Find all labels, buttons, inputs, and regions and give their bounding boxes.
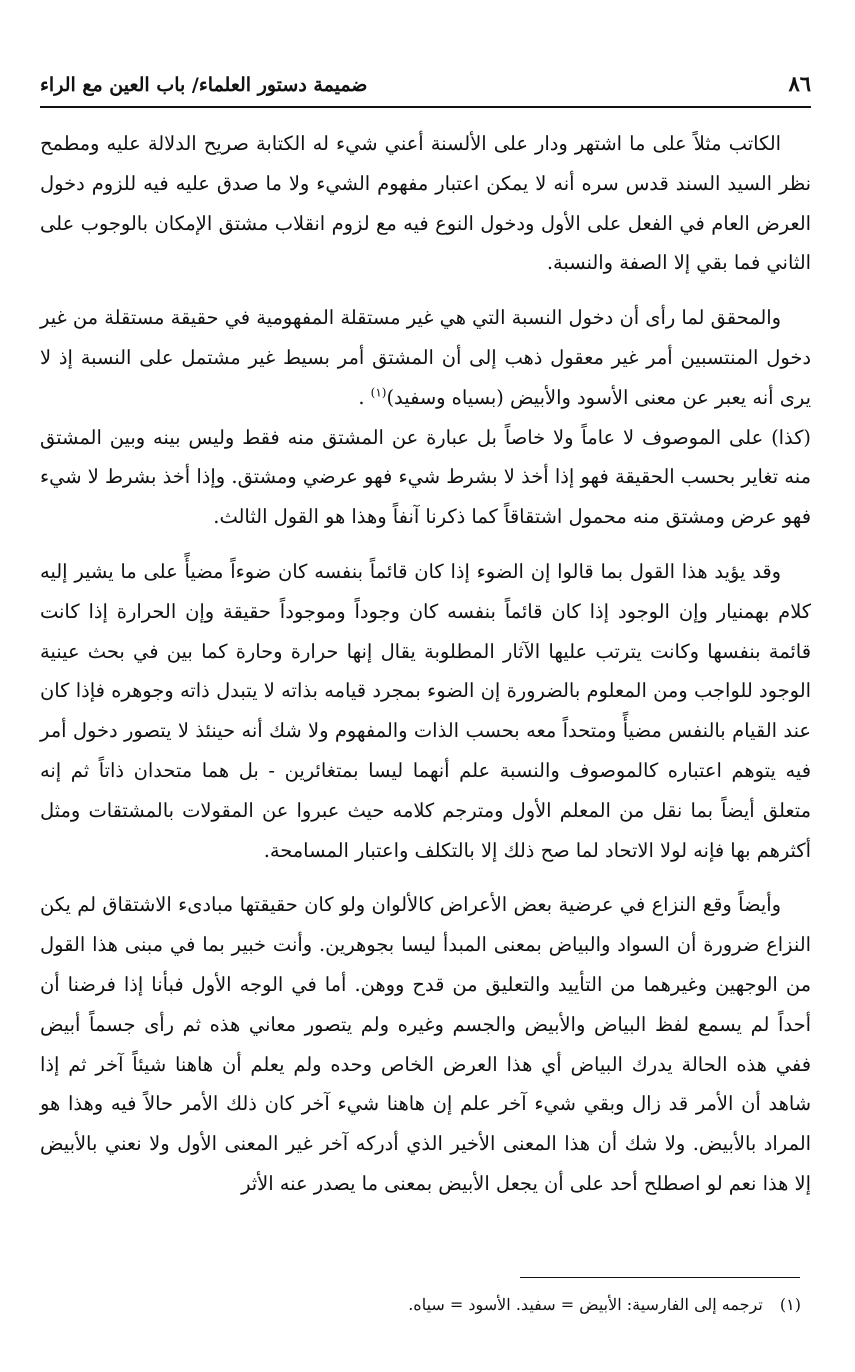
paragraph	[40, 885, 811, 1203]
header-rule	[40, 106, 811, 108]
paragraph-text: (كذا) على الموصوف لا عاماً ولا خاصاً بل عبارة عن المشتق منه فقط وليس بينه وبين المشتق منه تغاير بحسب الحقيقة فهو إذا أخذ لا بشرط شيء فهو عرضي ومشتق. وإذا أخذ بشرط لا شيء فهو عرض ومشتق منه محمول اشتقاقاً كما ذكرنا آنفاً وهذا هو القول الثالث.	[40, 425, 811, 529]
body-text	[40, 124, 811, 1219]
paragraph-text: وأيضاً وقع النزاع في عرضية بعض الأعراض كالألوان ولو كان حقيقتها مبادىء الاشتقاق لم يكن النزاع ضرورة أن السواد والبياض بمعنى المبدأ ليسا بجوهرين. وأنت خبير بما في مبنى هذا القول من الوجهين وغيرهما من التأييد والتعليق من قدح ووهن. أما في الوجه الأول فبأنا إذا فرضنا أن أحداً لم يسمع لفظ البياض والأبيض والجسم وغيره ولم يتصور معاني هذه ثم رأى جسماً أبيض ففي هذه الحالة يدرك البياض أي هذا العرض الخاص وحده ولم يعلم أن هاهنا شيئاً آخر ثم إذا شاهد أن الأمر قد زال وبقي شيء آخر علم إن هاهنا شيء آخر كان ذلك الأمر حالاً فيه وهذا هو المراد بالأبيض. ولا شك أن هذا المعنى الأخير الذي أدركه آخر غير المعنى الأول ولا نعني بالأبيض إلا هذا نعم لو اصطلح أحد على أن يجعل الأبيض بمعنى ما يصدر عنه الأثر	[40, 893, 811, 1195]
footnote	[40, 1290, 801, 1320]
paragraph-text: والمحقق لما رأى أن دخول النسبة التي هي غير مستقلة المفهومية في حقيقة مستقلة من غير دخول المنتسبين أمر غير معقول ذهب إلى أن المشتق أمر بسيط غير مشتمل على النسبة إذ لا يرى أنه يعبر عن معنى الأسود والأبيض (بسياه وسفيد)	[40, 306, 811, 409]
paragraph: والمحقق لما رأى أن دخول النسبة التي هي غير مستقلة المفهومية في حقيقة مستقلة من غير دخول المنتسبين أمر غير معقول ذهب إلى أن المشتق أمر بسيط غير مشتمل على النسبة إذ لا يرى أنه يعبر عن معنى الأسود والأبيض (بسياه وسفيد)$^{(١)}$ .	[40, 306, 811, 409]
running-title: ضميمة دستور العلماء/ باب العين مع الراء	[40, 74, 368, 96]
paragraph-text: الكاتب مثلاً على ما اشتهر ودار على الألسنة أعني شيء له الكتابة صريح الدلالة عليه ومطمح نظر السيد السند قدس سره أنه لا يمكن اعتبار مفهوم الشيء ولا ما صدق عليه فيه للزوم دخول العرض العام في الفعل على الأول ودخول النوع فيه مع لزوم انقلاب مشتق الإمكان بالوجوب على الثاني فما بقي إلا الصفة والنسبة.	[40, 132, 811, 275]
footnote-reference: (١)	[370, 385, 387, 400]
footnote-rule	[520, 1277, 800, 1278]
paragraph	[40, 552, 811, 870]
paragraph	[40, 124, 811, 283]
page-header	[40, 62, 811, 96]
paragraph-text: وقد يؤيد هذا القول بما قالوا إن الضوء إذا كان قائماً بنفسه كان ضوءاً مضيأً على ما يشير إليه كلام بهمنيار وإن الوجود إذا كان قائماً بنفسه كان وجوداً وموجوداً حقيقة وإن الحرارة إذا كانت قائمة بنفسها وكانت يترتب عليها الآثار المطلوبة يقال إنها حرارة وحارة كما بين في بحث عينية الوجود للواجب ومن المعلوم بالضرورة إن الضوء بمجرد قيامه بذاته لا يتبدل ذاته وجوهره فإذا كان عند القيام بالنفس مضيأً ومتحداً معه بحسب الذات والمفهوم ولا شك أنه حينئذ لا يتصور دخول أمر فيه يتوهم اعتباره كالموصوف والنسبة علم أنهما ليسا بمتغائرين - بل هما متحدان ذاتاً ثم إنه متعلق أيضاً بما نقل من المعلم الأول ومترجم كلامه حيث عبروا عن المقولات بالمشتقات ومثل أكثرهم بها فإنه لولا الاتحاد لما صح ذلك إلا بالتكلف واعتبار المسامحة.	[40, 559, 811, 862]
page-number: ٨٦	[788, 71, 811, 96]
footnote-text: ترجمه إلى الفارسية: الأبيض = سفيد. الأسود = سياه.	[408, 1295, 763, 1314]
paragraph	[40, 418, 811, 537]
footnote-mark: (١)	[779, 1295, 801, 1314]
